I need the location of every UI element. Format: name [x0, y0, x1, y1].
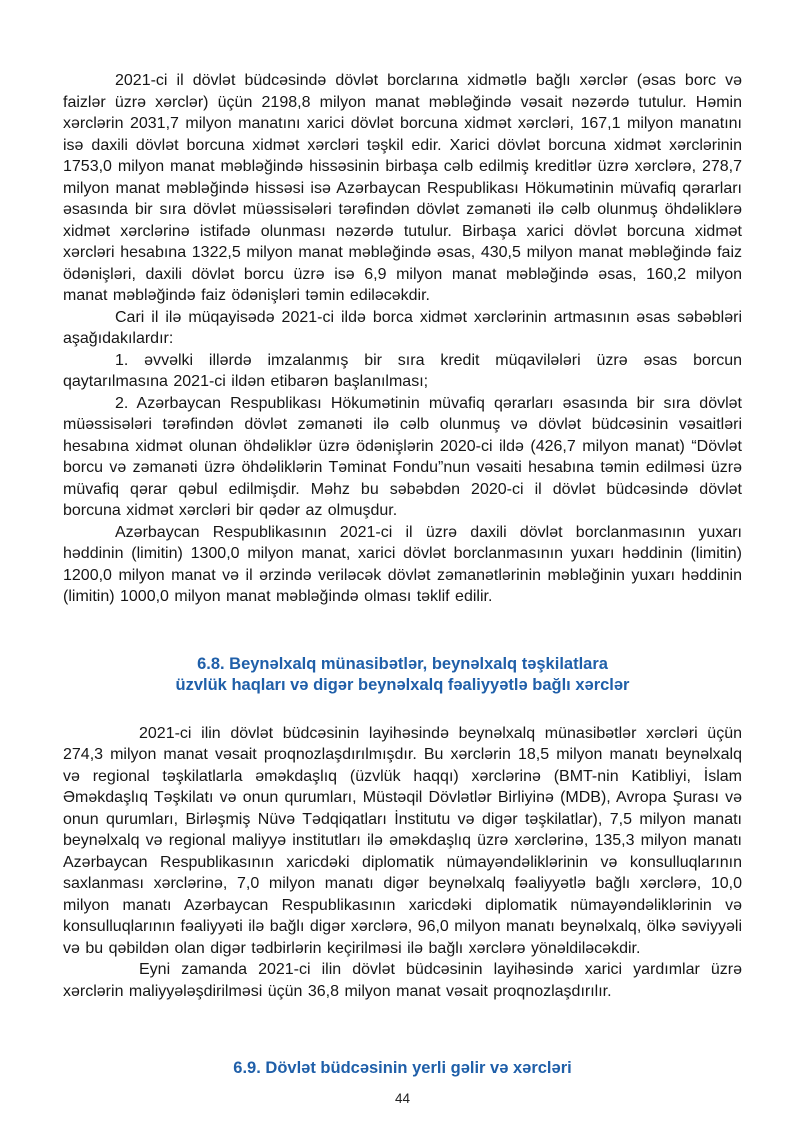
paragraph-debt-increase-reasons-intro: Cari il ilə müqayisədə 2021-ci ildə borca xidmət xərclərinin artmasının əsas səbəbləri aşağıdakılardır:	[63, 308, 742, 347]
page-number: 44	[394, 1090, 411, 1106]
section-heading-6-8-line1: 6.8. Beynəlxalq münasibətlər, beynəlxalq təşkilatlara	[197, 654, 608, 673]
paragraph-reason-1: 1. əvvəlki illərdə imzalanmış bir sıra kredit müqavilələri üzrə əsas borcun qaytarılmasına 2021-ci ildən etibarən başlanılması;	[63, 351, 742, 390]
paragraph-international-relations-expenses: 2021-ci ilin dövlət büdcəsinin layihəsində beynəlxalq münasibətlər xərcləri üçün 274,3 milyon manat vəsait proqnozlaşdırılmışdır. Bu xərclərin 18,5 milyon manatı beynəlxalq və regional təşkilatlarla əməkdaşlıq (üzvlük haqqı) xərclərinə (BMT-nin Katibliyi, İslam Əməkdaşlıq Təşkilatı və onun qurumları, Müstəqil Dövlətlər Birliyinə (MDB), Avropa Şurası və onun qurumları, Birləşmiş Nüvə Tədqiqatları İnstitutu və digər təşkilatlar), 7,5 milyon manatı beynəlxalq və regional maliyyə institutları ilə əməkdaşlıq üzrə xərclərinə, 135,3 milyon manatı Azərbaycan Respublikasının xaricdəki diplomatik nümayəndəliklərinin və konsulluqlarının saxlanması xərclərinə, 7,0 milyon manatı digər beynəlxalq fəaliyyətlə bağlı xərclərə, 10,0 milyon manatı Azərbaycan Respublikasının xaricdəki diplomatik nümayəndəliklərinin və konsulluqlarının fəaliyyəti ilə bağlı digər xərclərə, 96,0 milyon manatı beynəlxalq, ölkə səviyyəli və bu qəbildən olan digər tədbirlərin keçirilməsi ilə bağlı xərclərə yönəldiləcəkdir.	[63, 724, 742, 957]
section-heading-6-8-line2: üzvlük haqları və digər beynəlxalq fəaliyyətlə bağlı xərclər	[175, 676, 630, 694]
section-heading-6-9: 6.9. Dövlət büdcəsinin yerli gəlir və xərcləri	[233, 1059, 572, 1077]
paragraph-foreign-aid-expenses: Eyni zamanda 2021-ci ilin dövlət büdcəsinin layihəsində xarici yardımlar üzrə xərclərin maliyyələşdirilməsi üçün 36,8 milyon manat vəsait proqnozlaşdırılır.	[63, 961, 742, 1000]
paragraph-reason-2-guarantee-fund: 2. Azərbaycan Respublikası Hökumətinin müvafiq qərarları əsasında bir sıra dövlət müəssisələri tərəfindən dövlət zəmanəti ilə cəlb olunmuş və dövlət büdcəsinin vəsaitləri hesabına xidmət olunan öhdəliklər üzrə ödənişlərin 2020-ci ildə (426,7 milyon manat) “Dövlət borcu və zəmanəti üzrə öhdəliklərin Təminat Fondu”nun vəsaiti hesabına təmin edilməsi üzrə müvafiq qərar qəbul edilmişdir. Məhz bu səbəbdən 2020-ci il dövlət büdcəsində dövlət borcuna xidmət xərcləri bir qədər az olmuşdur.	[63, 394, 742, 519]
paragraph-debt-service-expenses: 2021-ci il dövlət büdcəsində dövlət borclarına xidmətlə bağlı xərclər (əsas borc və faizlər üzrə xərclər) üçün 2198,8 milyon manat məbləğində vəsait nəzərdə tutulur. Həmin xərclərin 2031,7 milyon manatını xarici dövlət borcuna xidmət xərcləri, 167,1 milyon manatını isə daxili dövlət borcuna xidmət xərcləri təşkil edir. Xarici dövlət borcuna xidmət xərclərinin 1753,0 milyon manat məbləğində hissəsinin birbaşa cəlb edilmiş kreditlər üzrə xərclərə, 278,7 milyon manat məbləğində hissəsi isə Azərbaycan Respublikası Hökumətinin müvafiq qərarları əsasında bir sıra dövlət müəssisələri tərəfindən dövlət zəmanəti ilə cəlb olunmuş öhdəliklərə xidmət xərclərinə istifadə olunması nəzərdə tutulur. Birbaşa xarici dövlət borcuna xidmət xərcləri hesabına 1322,5 milyon manat məbləğində əsas, 430,5 milyon manat məbləğində faiz ödənişləri, daxili dövlət borcu üzrə isə 6,9 milyon manat məbləğində əsas, 160,2 milyon manat məbləğində faiz ödənişləri təmin ediləcəkdir.	[63, 72, 742, 304]
section-heading-6-8	[63, 654, 742, 697]
paragraph-borrowing-limits: Azərbaycan Respublikasının 2021-ci il üzrə daxili dövlət borclanmasının yuxarı həddinin (limitin) 1300,0 milyon manat, xarici dövlət borclanmasının yuxarı həddinin (limitin) 1200,0 milyon manat və il ərzində veriləcək dövlət zəmanətlərinin məbləğinin yuxarı həddinin (limitin) 1000,0 milyon manat məbləğində olması təklif edilir.	[63, 523, 742, 605]
